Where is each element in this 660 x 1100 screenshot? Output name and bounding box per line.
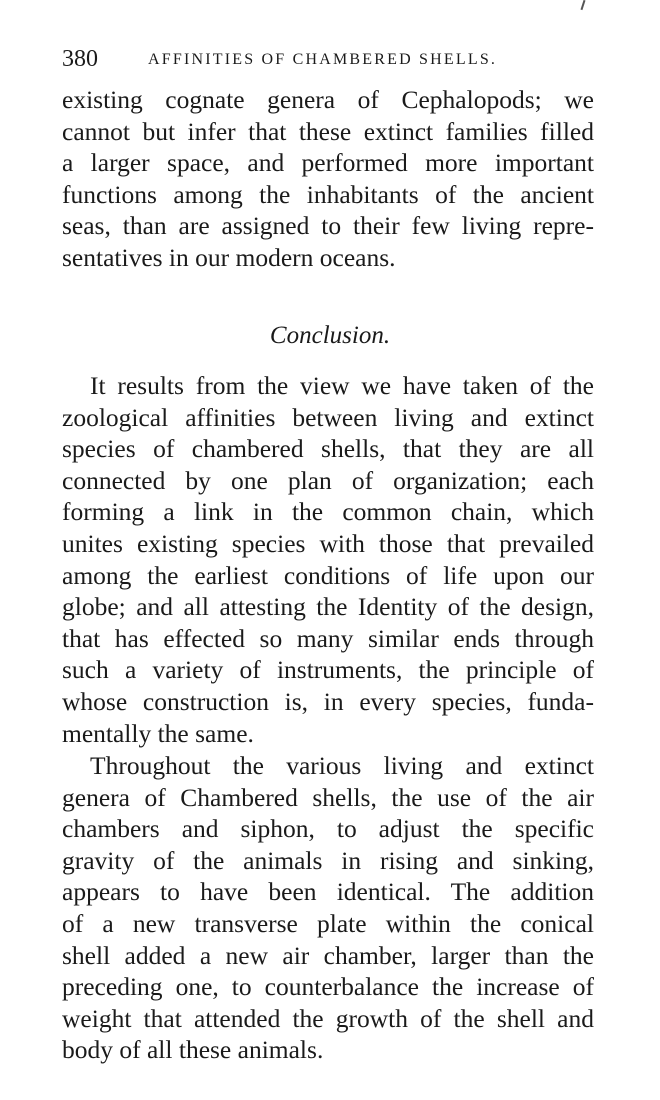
text-line: chambers and siphon, to adjust the specific [62, 814, 594, 844]
text-line: of a new transverse plate within the conical [62, 908, 594, 938]
text-line: connected by one plan of organization; each [62, 465, 594, 495]
text-line: zoological affinities between living and extinct [62, 402, 594, 432]
text-line: It results from the view we have taken of the [90, 371, 594, 400]
text-line: body of all these animals. [62, 1035, 324, 1065]
text-line: unites existing species with those that prevailed [62, 528, 594, 558]
text-line: cannot but infer that these extinct families filled [62, 116, 594, 146]
text-line: mentally the same. [62, 718, 254, 748]
page-number: 380 [62, 46, 98, 72]
text-line: shell added a new air chamber, larger than the [62, 940, 594, 970]
text-line: a larger space, and performed more important [62, 148, 594, 178]
text-line: sentatives in our modern oceans. [62, 242, 396, 272]
text-line: preceding one, to counterbalance the increase of [62, 972, 594, 1002]
paragraph-conclusion [62, 370, 594, 749]
text-line: species of chambered shells, that they are all [62, 434, 594, 464]
margin-mark [581, 0, 586, 10]
text-line: globe; and all attesting the Identity of the design, [62, 592, 594, 622]
paragraph-air-chambers [62, 750, 594, 1066]
section-heading: Conclusion. [269, 322, 391, 349]
text-line: weight that attended the growth of the shell and [62, 1003, 594, 1033]
text-line: among the earliest conditions of life upon our [62, 560, 594, 590]
text-line: functions among the inhabitants of the ancient [62, 179, 594, 209]
running-head: AFFINITIES OF CHAMBERED SHELLS. [148, 51, 498, 68]
paragraph-continued [62, 84, 594, 274]
text-line: that has effected so many similar ends through [62, 623, 594, 653]
text-line: forming a link in the common chain, which [62, 497, 594, 527]
text-line: whose construction is, in every species, funda- [62, 686, 594, 716]
text-line: such a variety of instruments, the principle of [62, 655, 594, 685]
text-line: Throughout the various living and extinct [90, 751, 594, 780]
text-line: genera of Chambered shells, the use of the air [62, 782, 594, 812]
text-line: seas, than are assigned to their few living repre- [62, 211, 594, 241]
page-header [62, 44, 602, 74]
text-line: gravity of the animals in rising and sinking, [62, 845, 594, 875]
text-line: appears to have been identical. The addition [62, 877, 594, 907]
text-line: existing cognate genera of Cephalopods; we [62, 85, 594, 114]
